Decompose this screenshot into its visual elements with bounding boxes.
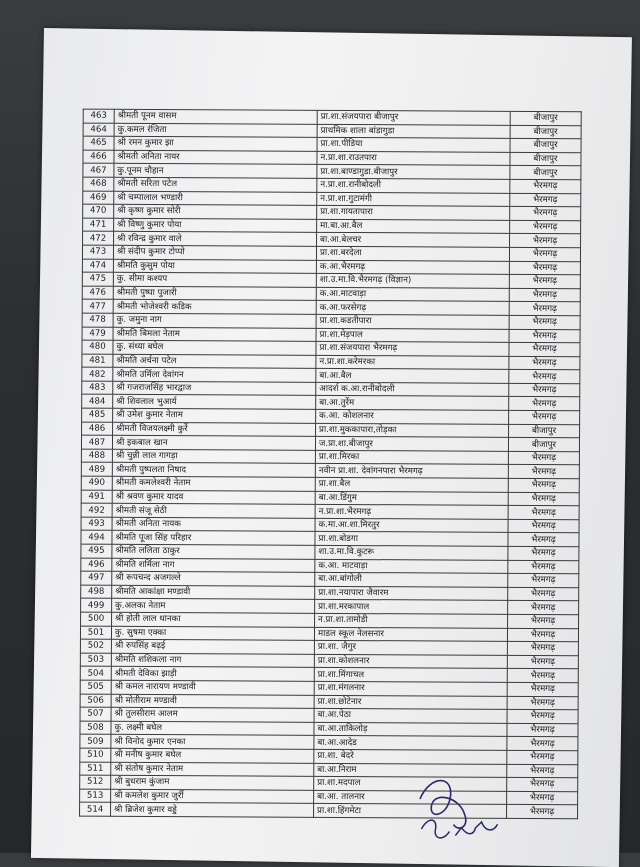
teacher-name: श्रीमति आकांक्षा मण्डावी xyxy=(112,585,315,600)
row-number: 489 xyxy=(81,463,112,477)
row-number: 478 xyxy=(82,313,113,327)
block-name: भैरमगढ़ xyxy=(509,410,580,424)
row-number: 488 xyxy=(81,449,112,463)
teacher-name: श्री तुलसीराम आलम xyxy=(111,707,314,722)
block-name: भैरमगढ़ xyxy=(507,682,578,696)
row-number: 500 xyxy=(81,612,112,626)
row-number: 483 xyxy=(82,381,113,395)
row-number: 467 xyxy=(83,163,114,177)
block-name: भैरमगढ़ xyxy=(508,451,579,465)
row-number: 466 xyxy=(83,150,114,164)
teacher-name: श्री संतोष कुमार नेताम xyxy=(111,762,314,777)
teacher-name: श्री रमन कुमार झा xyxy=(114,136,317,151)
school-name: प्रा.शा.बरदेला xyxy=(316,246,509,261)
row-number: 486 xyxy=(82,422,113,436)
row-number: 470 xyxy=(83,204,114,218)
teacher-name: श्री बुधराम कुंजाम xyxy=(111,775,314,790)
block-name: भैरमगढ़ xyxy=(509,302,580,316)
teacher-name: कु. लक्ष्मी बघेल xyxy=(111,721,314,736)
row-number: 506 xyxy=(80,694,111,708)
teacher-name: कु. सुषमा एक्का xyxy=(111,626,314,641)
school-name: बा.आ.निराम xyxy=(314,763,507,778)
block-name: भैरमगढ़ xyxy=(507,669,578,683)
row-number: 479 xyxy=(82,327,113,341)
row-number: 485 xyxy=(82,408,113,422)
teacher-name: श्री गजराजसिंह भारद्वाज xyxy=(113,381,316,396)
block-name: भैरमगढ़ xyxy=(509,274,580,288)
block-name: भैरमगढ़ xyxy=(508,587,579,601)
block-name: बीजापुर xyxy=(510,139,581,153)
school-name: माडल स्कूल नेलसनार xyxy=(314,627,507,642)
block-name: भैरमगढ़ xyxy=(508,519,579,533)
teacher-name: श्रीमति अर्चना पटेल xyxy=(113,354,316,369)
block-name: भैरमगढ़ xyxy=(507,737,578,751)
row-number: 512 xyxy=(80,775,111,789)
school-name: बा.आ.ताकिलोड़ xyxy=(314,722,507,737)
block-name: भैरमगढ़ xyxy=(507,750,578,764)
paper-sheet xyxy=(31,28,632,867)
block-name: भैरमगढ़ xyxy=(507,655,578,669)
block-name: भैरमगढ़ xyxy=(508,574,579,588)
teacher-name: श्री रुपसिंह बढ़ई xyxy=(111,639,314,654)
block-name: भैरमगढ़ xyxy=(508,614,579,628)
teacher-name: श्री रविन्द्र कुमार वाले xyxy=(114,232,317,247)
teacher-name: श्री मनीष कुमार बघेल xyxy=(111,748,314,763)
teacher-name: श्री रूपचन्द अजगल्ले xyxy=(112,571,315,586)
block-name: भैरमगढ़ xyxy=(509,315,580,329)
teacher-name: कु.अलका नेताम xyxy=(112,599,315,614)
school-name: बा.आ.तुर्रेम xyxy=(316,396,509,411)
school-name: बा.आ.डिंगुम xyxy=(315,491,508,506)
school-name: प्रा.शा.पीडिया xyxy=(317,138,510,153)
row-number: 472 xyxy=(83,231,114,245)
school-name: बा.आ.पेठा xyxy=(314,708,507,723)
handwritten-signature xyxy=(409,769,520,851)
block-name: भैरमगढ़ xyxy=(508,533,579,547)
row-number: 493 xyxy=(81,517,112,531)
row-number: 511 xyxy=(80,762,111,776)
block-name: भैरमगढ़ xyxy=(507,709,578,723)
teacher-name: श्रीमती पूनम वासम xyxy=(114,109,317,124)
block-name: भैरमगढ़ xyxy=(507,642,578,656)
block-name: भैरमगढ़ xyxy=(509,329,580,343)
school-name: प्रा.शा.हिंगमेटा xyxy=(314,804,507,819)
teacher-name: श्रीमती कमलेश्वरी नेताम xyxy=(112,476,315,491)
block-name: भैरमगढ़ xyxy=(507,723,578,737)
row-number: 463 xyxy=(83,109,114,123)
teacher-name: श्री मोतीराम मण्डावी xyxy=(111,694,314,709)
school-name: क.मा.आ.शा.मिरतुर xyxy=(315,518,508,533)
row-number: 474 xyxy=(82,259,113,273)
block-name: भैरमगढ़ xyxy=(509,397,580,411)
block-name: भैरमगढ़ xyxy=(509,356,580,370)
school-name: शा.उ.मा.वि.कुटरू xyxy=(315,545,508,560)
school-name: बा.आ.बैल xyxy=(316,369,509,384)
row-number: 464 xyxy=(83,123,114,137)
school-name: प्रा.शा.कोशलनार xyxy=(314,654,507,669)
row-number: 514 xyxy=(80,802,111,816)
row-number: 465 xyxy=(83,136,114,150)
row-number: 496 xyxy=(81,558,112,572)
row-number: 475 xyxy=(82,272,113,286)
school-name: बा.आ.बेलचर xyxy=(317,233,510,248)
school-name: क.आ.फरसेगढ़ xyxy=(316,301,509,316)
teacher-name: श्री विनोद कुमार एनका xyxy=(111,735,314,750)
school-name: प्रा.शा.छोटेनार xyxy=(314,695,507,710)
teacher-name: श्री विष्णु कुमार पोया xyxy=(114,218,317,233)
row-number: 501 xyxy=(80,626,111,640)
teacher-name: श्रीमती सरिता पटेल xyxy=(114,177,317,192)
row-number: 481 xyxy=(82,354,113,368)
school-name: मा.बा.आ.बैल xyxy=(317,219,510,234)
teacher-name: श्री श्रवण कुमार यादव xyxy=(112,490,315,505)
block-name: भैरमगढ़ xyxy=(509,342,580,356)
school-name: बा.आ.आदेड xyxy=(314,736,507,751)
teacher-name: कु. सीमा कश्यप xyxy=(113,272,316,287)
row-number: 502 xyxy=(80,639,111,653)
row-number: 495 xyxy=(81,544,112,558)
teacher-name: श्री ब्रिजेश कुमार वड्डे xyxy=(111,803,314,818)
school-name: न.प्रा.शा.रानीबोदली xyxy=(317,178,510,193)
school-name: न.प्रा.शा.तामोडी xyxy=(315,613,508,628)
school-name: क.आ. माटवाड़ा xyxy=(315,559,508,574)
block-name: भैरमगढ़ xyxy=(507,628,578,642)
block-name: भैरमगढ़ xyxy=(507,805,578,819)
school-name: प्रा.शा.नयापारा जैवारम xyxy=(315,586,508,601)
teacher-name: श्री चम्पालाल भण्डारी xyxy=(114,191,317,206)
row-number: 499 xyxy=(81,598,112,612)
row-number: 480 xyxy=(82,340,113,354)
row-number: 477 xyxy=(82,299,113,313)
block-name: बीजापुर xyxy=(510,166,581,180)
school-name: प्रा.शा.संजयपारा भैरमगढ़ xyxy=(316,341,509,356)
school-name: क.आ.भैरमगढ़ xyxy=(316,260,509,275)
teacher-list-table xyxy=(79,109,582,819)
block-name: भैरमगढ़ xyxy=(507,791,578,805)
school-name: प्रा.शा. जैगुर xyxy=(314,640,507,655)
row-number: 498 xyxy=(81,585,112,599)
row-number: 503 xyxy=(80,653,111,667)
school-name: प्रा.शा.मिरका xyxy=(315,450,508,465)
school-name: प्रा.शा.कडतीपारा xyxy=(316,314,509,329)
teacher-name: श्री संदीप कुमार टोप्पो xyxy=(113,245,316,260)
block-name: भैरमगढ़ xyxy=(510,207,581,221)
school-name: प्रा.शा.मिंगाचल xyxy=(314,668,507,683)
row-number: 513 xyxy=(80,789,111,803)
teacher-name: श्रीमति शर्मिला नाग xyxy=(112,558,315,573)
table-body xyxy=(80,109,582,818)
school-name: नवीन प्रा.शा. देवांगनपारा भैरमगढ़ xyxy=(315,464,508,479)
teacher-name: श्री शिवलाल भुआर्य xyxy=(113,395,316,410)
block-name: भैरमगढ़ xyxy=(508,601,579,615)
block-name: भैरमगढ़ xyxy=(509,370,580,384)
school-name: आदर्श क.आ.रानीबोदली xyxy=(316,382,509,397)
block-name: भैरमगढ़ xyxy=(507,696,578,710)
school-name: प्रा.शा.मरकापाल xyxy=(315,600,508,615)
row-number: 494 xyxy=(81,531,112,545)
school-name: प्रा.शा.गायतापारा xyxy=(317,206,510,221)
block-name: भैरमगढ़ xyxy=(508,465,579,479)
row-number: 510 xyxy=(80,748,111,762)
school-name: प्राथमिक शाला बांडागुडा xyxy=(317,124,510,139)
block-name: बीजापुर xyxy=(510,111,581,125)
block-name: भैरमगढ़ xyxy=(507,777,578,791)
row-number: 484 xyxy=(82,395,113,409)
row-number: 482 xyxy=(82,367,113,381)
row-number: 509 xyxy=(80,734,111,748)
block-name: भैरमगढ़ xyxy=(510,220,581,234)
school-name: प्रा.शा.मदपाल xyxy=(314,776,507,791)
school-name: ज.प्रा.शा.बीजापुर xyxy=(315,437,508,452)
teacher-name: श्रीमती अनिता नायक xyxy=(112,517,315,532)
row-number: 491 xyxy=(81,490,112,504)
block-name: भैरमगढ़ xyxy=(507,764,578,778)
block-name: भैरमगढ़ xyxy=(508,506,579,520)
block-name: भैरमगढ़ xyxy=(509,261,580,275)
teacher-name: श्री चुन्नी लाल गागड़ा xyxy=(112,449,315,464)
row-number: 476 xyxy=(82,286,113,300)
teacher-name: श्रीमती संजू सेठी xyxy=(112,503,315,518)
school-name: न.प्रा.शा.गुटामंगी xyxy=(317,192,510,207)
row-number: 497 xyxy=(81,571,112,585)
block-name: भैरमगढ़ xyxy=(510,193,581,207)
school-name: प्रा.शा.मंगलनार xyxy=(314,681,507,696)
row-number: 487 xyxy=(81,435,112,449)
row-number: 471 xyxy=(83,218,114,232)
school-name: प्रा.शा.बाण्डागुडा.बीजापुर xyxy=(317,165,510,180)
row-number: 507 xyxy=(80,707,111,721)
row-number: 473 xyxy=(82,245,113,259)
row-number: 508 xyxy=(80,721,111,735)
school-name: न.प्रा.शा.राउतपारा xyxy=(317,151,510,166)
teacher-name: श्रीमति उर्मिला देवांगन xyxy=(113,368,316,383)
row-number: 490 xyxy=(81,476,112,490)
school-name: शा.उ.मा.वि.भैरमगढ़ (विज्ञान) xyxy=(316,273,509,288)
block-name: भैरमगढ़ xyxy=(508,560,579,574)
teacher-name: श्री उमेश कुमार नेताम xyxy=(113,408,316,423)
block-name: भैरमगढ़ xyxy=(508,478,579,492)
block-name: बीजापुर xyxy=(510,125,581,139)
teacher-name: श्री कमल नारायण मण्डावी xyxy=(111,680,314,695)
school-name: न.प्रा.शा.करेमरका xyxy=(316,355,509,370)
school-name: क.आ.माटवाड़ा xyxy=(316,287,509,302)
teacher-name: श्रीमती पुष्पा पुजारी xyxy=(113,286,316,301)
school-name: प्रा.शा.संजयपारा बीजापुर xyxy=(317,110,510,125)
school-name: प्रा.शा.मुककापारा,तोड़का xyxy=(316,423,509,438)
block-name: भैरमगढ़ xyxy=(510,179,581,193)
block-name: भैरमगढ़ xyxy=(509,247,580,261)
block-name: भैरमगढ़ xyxy=(509,288,580,302)
school-name: प्रा.शा.मेड़पाल xyxy=(316,328,509,343)
block-name: भैरमगढ़ xyxy=(508,546,579,560)
row-number: 505 xyxy=(80,680,111,694)
teacher-name: श्री कमलेश कुमार जुर्री xyxy=(111,789,314,804)
teacher-name: कु. जमुना नाग xyxy=(113,313,316,328)
school-name: क.आ. कोशलनार xyxy=(316,409,509,424)
block-name: भैरमगढ़ xyxy=(508,492,579,506)
teacher-name: श्री होती लाल धानका xyxy=(112,612,315,627)
row-number: 492 xyxy=(81,503,112,517)
school-name: न.प्रा.शा.भैरमगढ़ xyxy=(315,505,508,520)
teacher-name: श्रीमति पूजा सिंह परिहार xyxy=(112,531,315,546)
teacher-name: कु.पूनम चौहान xyxy=(114,164,317,179)
school-name: प्रा.शा.बोडगा xyxy=(315,532,508,547)
teacher-name: श्रीमति बिमला नेताम xyxy=(113,327,316,342)
row-number: 504 xyxy=(80,666,111,680)
block-name: बीजापुर xyxy=(509,424,580,438)
school-name: प्रा.शा.बैल xyxy=(315,477,508,492)
block-name: भैरमगढ़ xyxy=(510,234,581,248)
teacher-name: श्री कृष्ण कुमार सोरी xyxy=(114,204,317,219)
teacher-name: श्रीमती विजयलक्ष्मी कुर्रे xyxy=(113,422,316,437)
teacher-name: श्रीमती देविका झाड़ी xyxy=(111,667,314,682)
row-number: 468 xyxy=(83,177,114,191)
teacher-name: कु. संध्या बघेल xyxy=(113,340,316,355)
row-number: 469 xyxy=(83,191,114,205)
block-name: बीजापुर xyxy=(510,152,581,166)
block-name: भैरमगढ़ xyxy=(509,383,580,397)
teacher-name: श्रीमति ललिता ठाकुर xyxy=(112,544,315,559)
teacher-name: श्रीमति कुसुम पोया xyxy=(113,259,316,274)
school-name: बा.आ. तालनार xyxy=(314,790,507,805)
teacher-name: श्रीमती अनिता नायर xyxy=(114,150,317,165)
block-name: बीजापुर xyxy=(508,438,579,452)
teacher-name: श्रीमती भोजेश्वरी कडिक xyxy=(113,300,316,315)
school-name: बा.आ.बांगोली xyxy=(315,573,508,588)
teacher-name: श्रीमति शशिकला नाग xyxy=(111,653,314,668)
school-name: प्रा.शा. बेदरे xyxy=(314,749,507,764)
teacher-name: श्री इकबाल खान xyxy=(112,436,315,451)
teacher-name: श्रीमती पुष्पलता निषाद xyxy=(112,463,315,478)
teacher-name: कु.कमल रंजिता xyxy=(114,123,317,138)
